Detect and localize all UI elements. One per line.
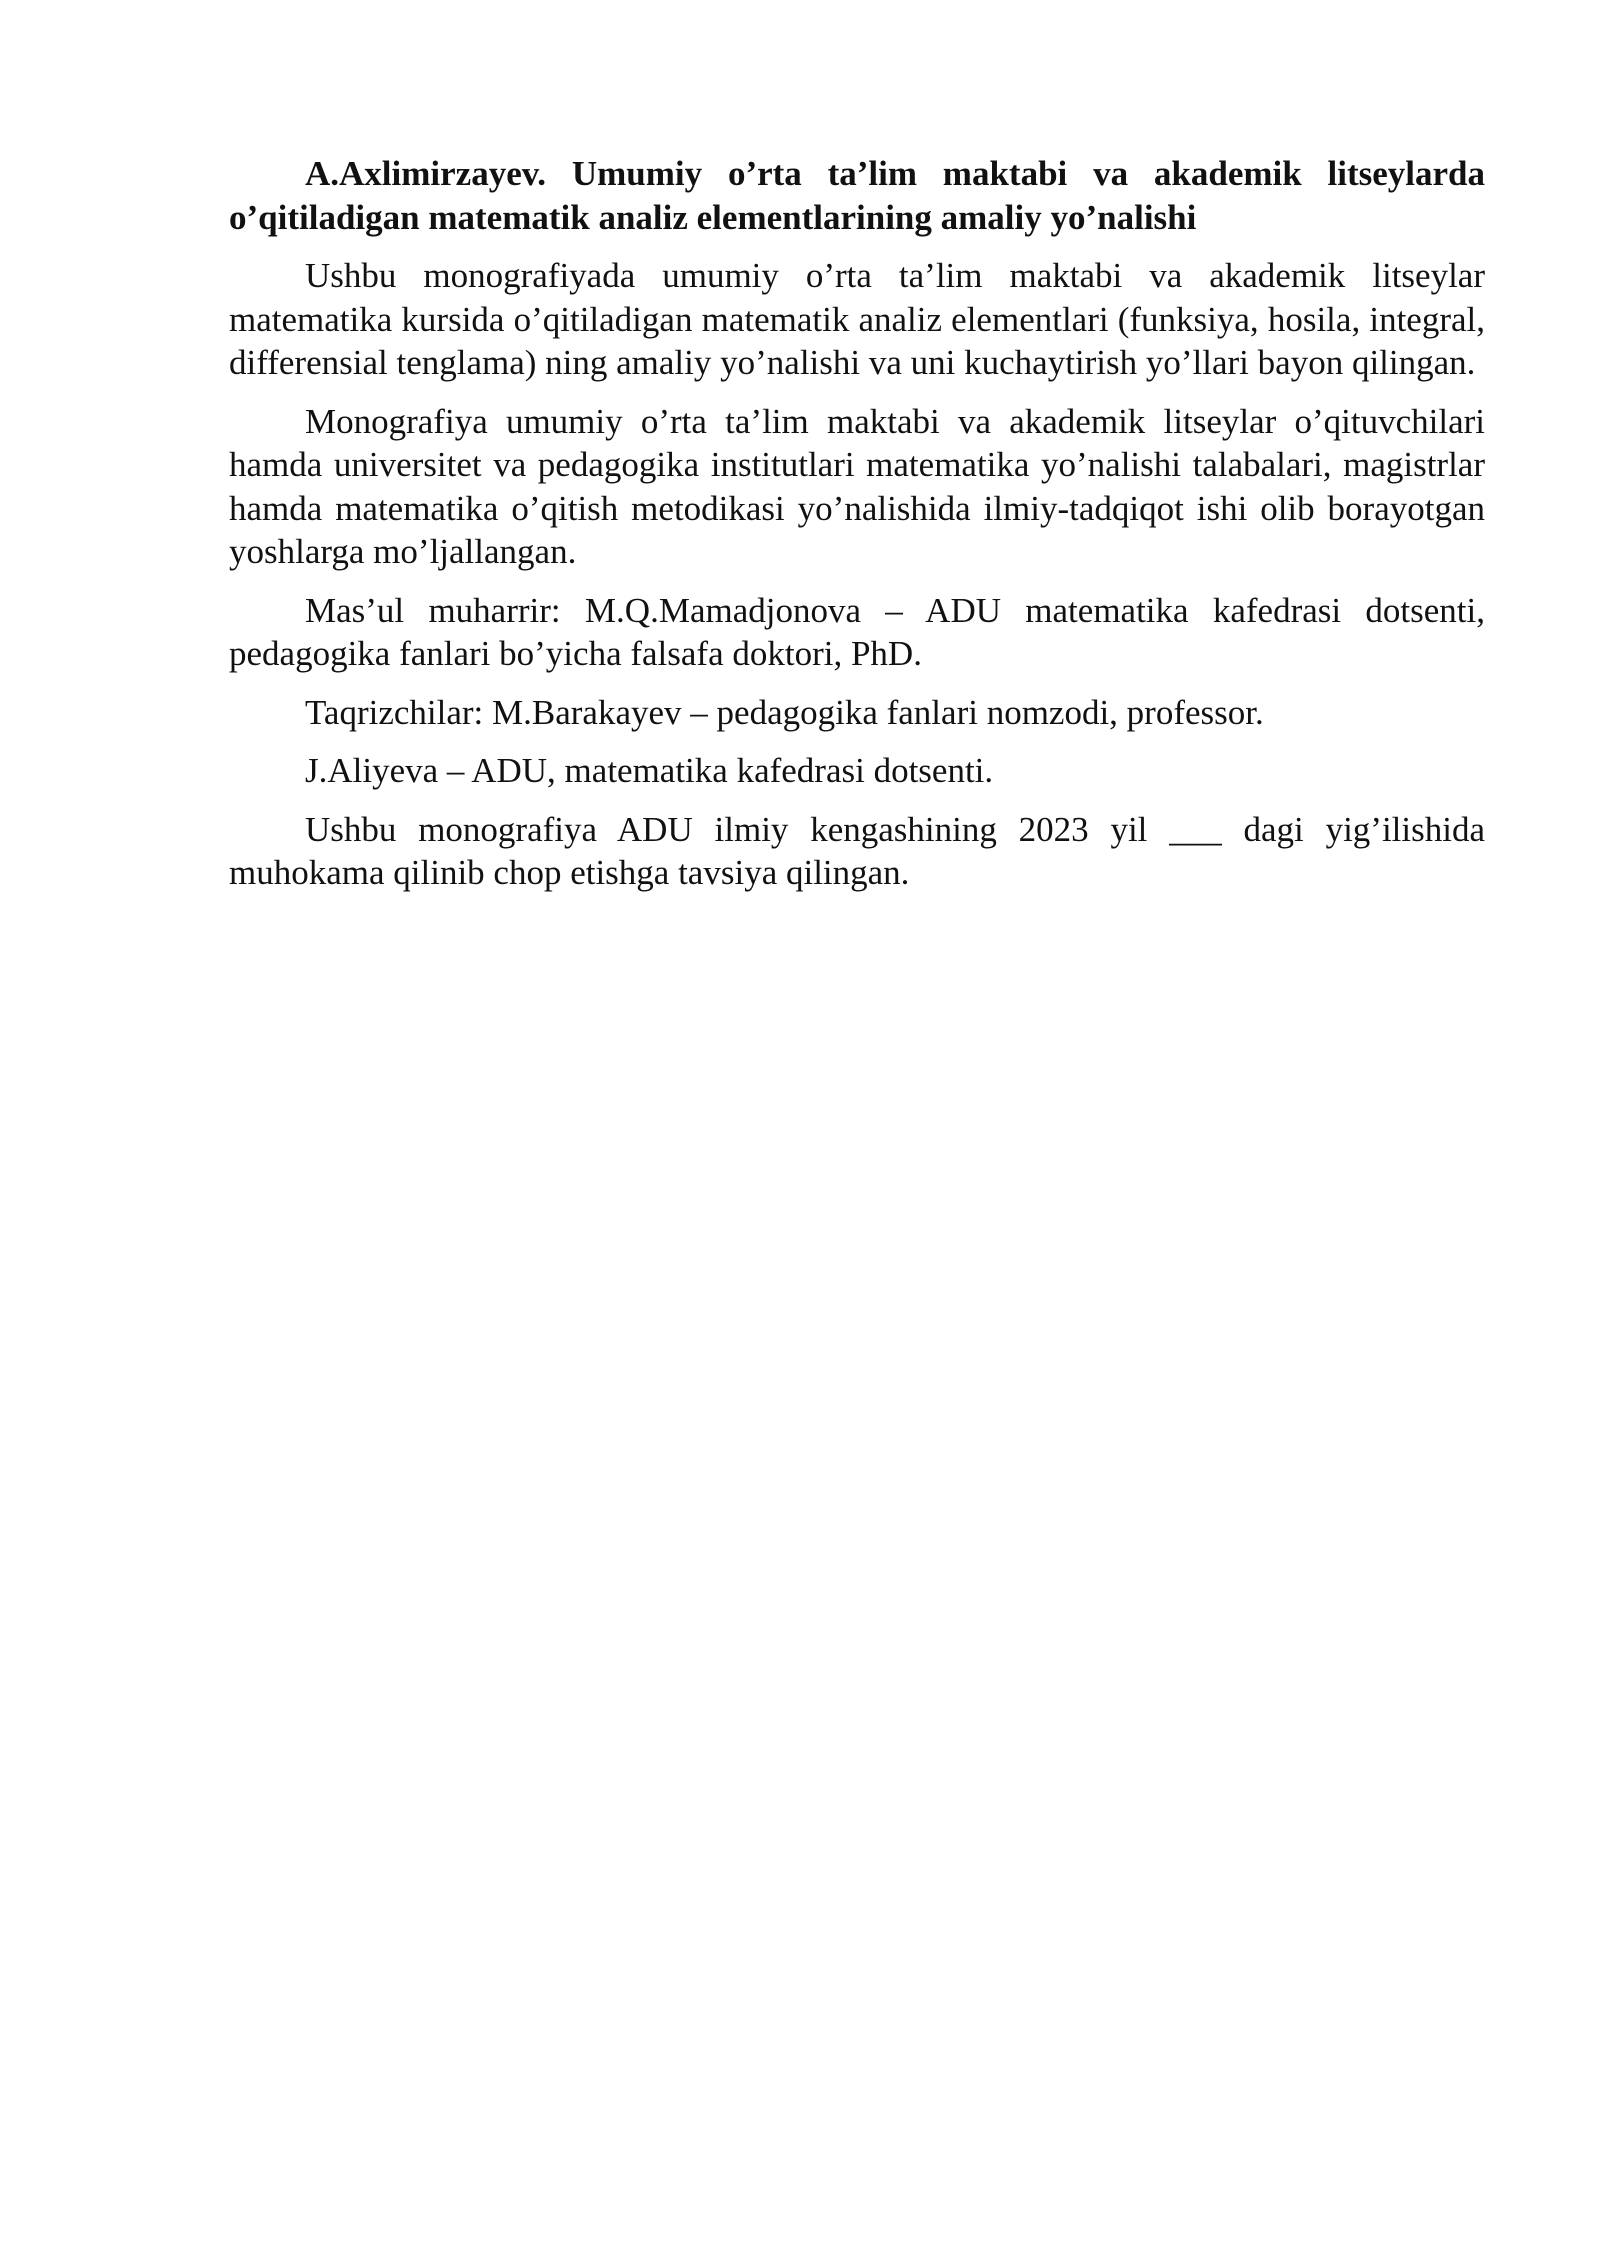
paragraph-audience: Monografiya umumiy o’rta ta’lim maktabi va akademik litseylar o’qituvchilari hamda universitet va pedagogika institutlari matematika yo’nalishi talabalari, magistrlar hamda matematika o’qitish metodikasi yo’nalishida ilmiy-tadqiqot ishi olib borayotgan yoshlarga mo’ljallangan.: [229, 401, 1485, 571]
document-heading: A.Axlimirzayev. Umumiy o’rta ta’lim maktabi va akademik litseylarda o’qitiladigan matematik analiz elementlarining amaliy yo’nalishi: [229, 154, 1485, 237]
paragraph-reviewer-second: J.Aliyeva – ADU, matematika kafedrasi dotsenti.: [305, 751, 994, 790]
paragraph-editor: Mas’ul muharrir: M.Q.Mamadjonova – ADU matematika kafedrasi dotsenti, pedagogika fanlari bo’yicha falsafa doktori, PhD.: [229, 590, 1485, 673]
paragraph-reviewers: Taqrizchilar: M.Barakayev – pedagogika fanlari nomzodi, professor.: [305, 692, 1264, 732]
paragraph-approval: Ushbu monografiya ADU ilmiy kengashining 2023 yil ___ dagi yig’ilishida muhokama qilinib chop etishga tavsiya qilingan.: [229, 809, 1485, 892]
paragraph-description: Ushbu monografiyada umumiy o’rta ta’lim maktabi va akademik litseylar matematika kursida o’qitiladigan matematik analiz elementlari (funksiya, hosila, integral, differensial tenglama) ning amaliy yo’nalishi va uni kuchaytirish yo’llari bayon qilingan.: [229, 256, 1485, 382]
document-body: [229, 152, 1485, 910]
